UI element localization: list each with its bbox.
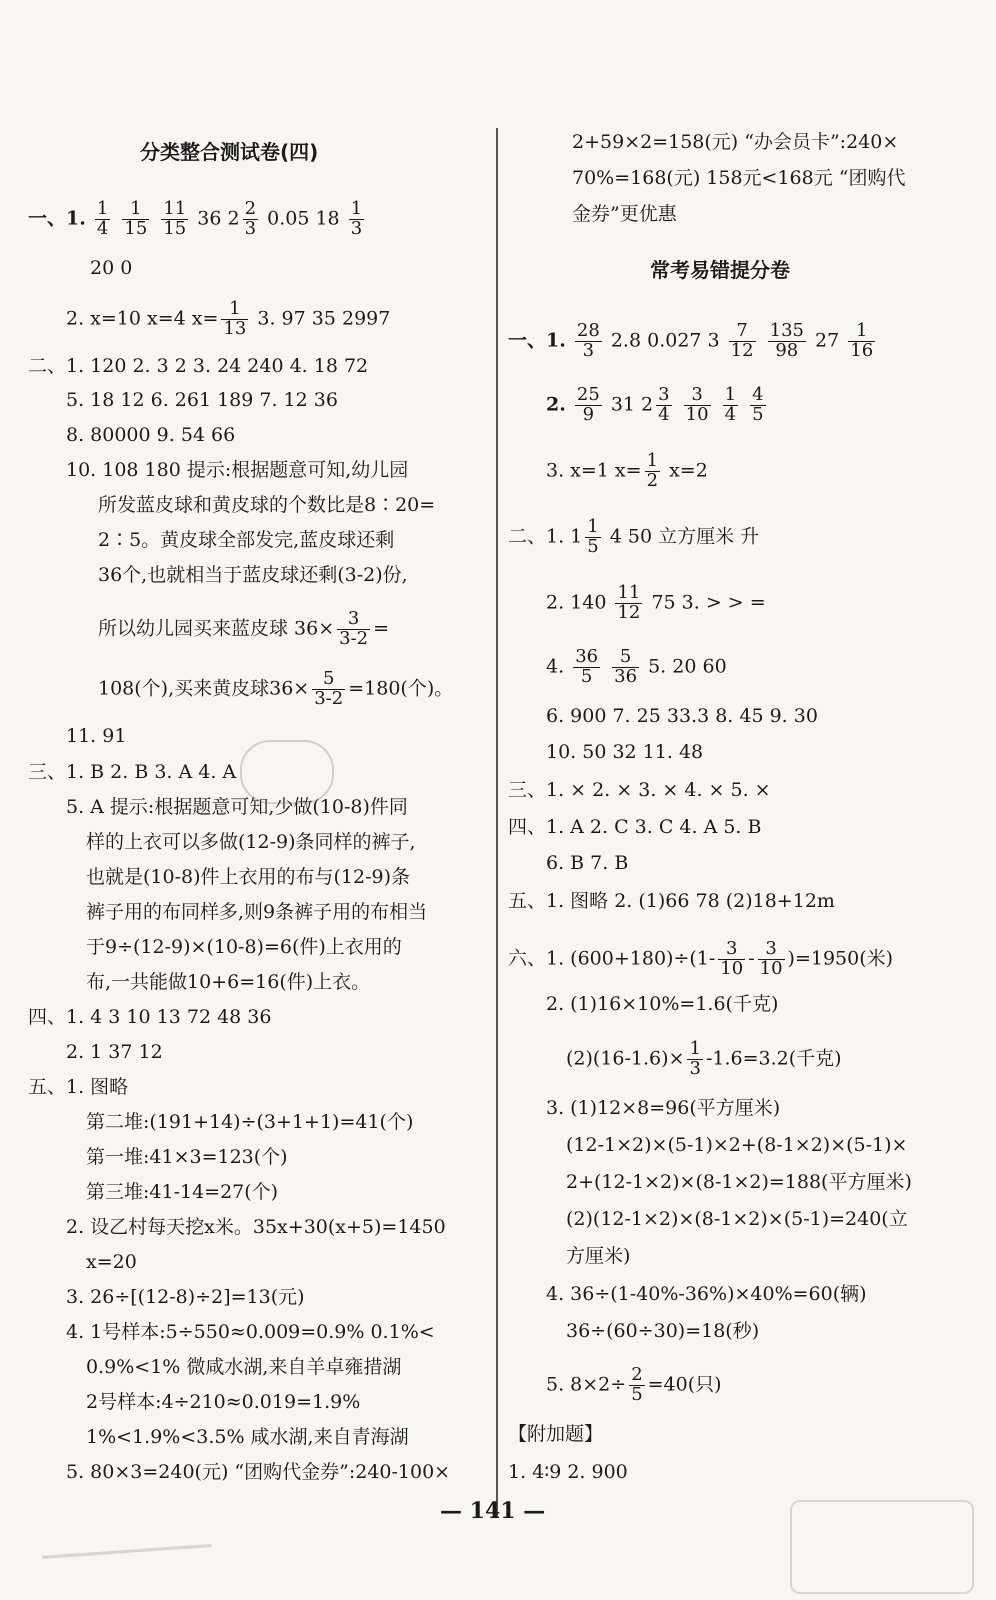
answer-line: 四、1. A 2. C 3. C 4. A 5. B — [508, 816, 762, 838]
answer-line: 6. 900 7. 25 33.3 8. 45 9. 30 — [546, 705, 818, 727]
fraction: $\frac{5}{3-2}$ — [314, 668, 344, 709]
answer-line: 一、1. $\frac{28}{3}$ 2.8 0.027 3 $\frac{7}{12}$ $\frac{135}{98}$ 27 $\frac{1}{16}$ — [508, 320, 874, 361]
answer-line: 二、1. 120 2. 3 2 3. 24 240 4. 18 72 — [28, 355, 369, 377]
answer-line: 五、1. 图略 2. (1)66 78 (2)18+12m — [508, 890, 835, 912]
answer-line: 第一堆:41×3=123(个) — [86, 1146, 288, 1168]
column-divider — [496, 128, 498, 1518]
answer-line: 第三堆:41-14=27(个) — [86, 1181, 279, 1203]
fraction: $\frac{1}{4}$ — [724, 384, 737, 425]
stamp-watermark — [240, 740, 334, 804]
answer-line: 第二堆:(191+14)÷(3+1+1)=41(个) — [86, 1111, 414, 1133]
fraction: $\frac{1}{5}$ — [587, 516, 599, 557]
fraction: $\frac{1}{3}$ — [350, 198, 363, 239]
fraction: $\frac{2}{3}$ — [244, 198, 257, 239]
fraction: $\frac{3}{3-2}$ — [339, 608, 369, 649]
answer-line: 3. 26÷[(12-8)÷2]=13(元) — [66, 1286, 305, 1308]
answer-line: 6. B 7. B — [546, 852, 629, 874]
answer-line: 2. (1)16×10%=1.6(千克) — [546, 993, 779, 1015]
answer-line: 36个,也就相当于蓝皮球还剩(3-2)份, — [98, 564, 408, 586]
fraction: $\frac{1}{3}$ — [689, 1038, 701, 1079]
left-section-title: 分类整合测试卷(四) — [140, 140, 319, 164]
page-number: — 141 — — [440, 1498, 546, 1524]
answer-line: 样的上衣可以多做(12-9)条同样的裤子, — [86, 831, 416, 853]
answer-line: 三、1. B 2. B 3. A 4. A — [28, 761, 237, 783]
answer-line: 2. 设乙村每天挖x米。35x+30(x+5)=1450 — [66, 1216, 446, 1238]
answer-line: 108(个),买来黄皮球36× $\frac{5}{3-2}$ =180(个)。 — [98, 668, 454, 709]
fraction: $\frac{11}{12}$ — [617, 582, 641, 623]
fraction: $\frac{3}{10}$ — [759, 938, 783, 979]
fraction: $\frac{36}{5}$ — [575, 646, 599, 687]
answer-line: 70%=168(元) 158元<168元 “团购代 — [572, 167, 906, 189]
fraction: $\frac{135}{98}$ — [769, 320, 804, 361]
answer-line: 也就是(10-8)件上衣用的布与(12-9)条 — [86, 866, 411, 888]
answer-line: 2. x=10 x=4 x= $\frac{1}{13}$ 3. 97 35 2997 — [66, 298, 391, 339]
answer-line: 0.9%<1% 微咸水湖,来自羊卓雍措湖 — [86, 1356, 402, 1378]
fraction: $\frac{1}{4}$ — [96, 198, 109, 239]
answer-line: 2. $\frac{25}{9}$ 31 2 $\frac{3}{4}$ $\frac{3}{10}$ $\frac{1}{4}$ $\frac{4}{5}$ — [546, 384, 764, 425]
answer-line: 【附加题】 — [508, 1423, 604, 1445]
answer-line: 1. 4∶9 2. 900 — [508, 1461, 628, 1483]
answer-line: 2号样本:4÷210≈0.019=1.9% — [86, 1391, 361, 1413]
answer-line: 2. 1 37 12 — [66, 1041, 163, 1063]
answer-line: 布,一共能做10+6=16(件)上衣。 — [86, 971, 371, 993]
answer-line: 2+59×2=158(元) “办会员卡”:240× — [572, 131, 899, 153]
answer-line: 8. 80000 9. 54 66 — [66, 424, 236, 446]
answer-line: 裤子用的布同样多,则9条裤子用的布相当 — [86, 901, 428, 923]
answer-line: 方厘米) — [566, 1245, 631, 1267]
fraction: $\frac{3}{10}$ — [685, 384, 709, 425]
fraction: $\frac{2}{5}$ — [631, 1364, 643, 1405]
answer-line: 2+(12-1×2)×(8-1×2)=188(平方厘米) — [566, 1171, 912, 1193]
answer-line: 所以幼儿园买来蓝皮球 36× $\frac{3}{3-2}$ = — [98, 608, 390, 649]
answer-line: (2)(16-1.6)× $\frac{1}{3}$ -1.6=3.2(千克) — [566, 1038, 842, 1079]
fraction: $\frac{1}{2}$ — [646, 450, 659, 491]
fraction: $\frac{7}{12}$ — [730, 320, 754, 361]
answer-line: 四、1. 4 3 10 13 72 48 36 — [28, 1006, 272, 1028]
answer-line: 5. 18 12 6. 261 189 7. 12 36 — [66, 389, 338, 411]
fraction: $\frac{5}{36}$ — [614, 646, 638, 687]
answer-line: x=20 — [86, 1251, 137, 1273]
answer-line: 20 0 — [90, 257, 133, 279]
fraction: $\frac{1}{13}$ — [223, 298, 247, 339]
answer-line: 10. 50 32 11. 48 — [546, 741, 704, 763]
answer-line: 1%<1.9%<3.5% 咸水湖,来自青海湖 — [86, 1426, 409, 1448]
answer-line: 五、1. 图略 — [28, 1076, 129, 1098]
answer-line: 4. 36÷(1-40%-36%)×40%=60(辆) — [546, 1283, 867, 1305]
answer-line: 3. x=1 x= $\frac{1}{2}$ x=2 — [546, 450, 708, 491]
watermark-logo-left — [38, 1494, 211, 1559]
answer-line: 4. 1号样本:5÷550≈0.009=0.9% 0.1%< — [66, 1321, 435, 1343]
answer-line: 5. 8×2÷ $\frac{2}{5}$ =40(只) — [546, 1364, 722, 1405]
answer-line: 三、1. × 2. × 3. × 4. × 5. × — [508, 779, 771, 801]
answer-line: 11. 91 — [66, 725, 127, 747]
answer-line: 3. (1)12×8=96(平方厘米) — [546, 1097, 781, 1119]
answer-line: 10. 108 180 提示:根据题意可知,幼儿园 — [66, 459, 409, 481]
answer-line: 5. A 提示:根据题意可知,少做(10-8)件同 — [66, 796, 408, 818]
fraction: $\frac{4}{5}$ — [752, 384, 764, 425]
answer-line: 所发蓝皮球和黄皮球的个数比是8∶20= — [98, 494, 436, 516]
answer-line: 一、1. $\frac{1}{4}$ $\frac{1}{15}$ $\frac{11}{15}$ 36 2 $\frac{2}{3}$ 0.05 18 $\frac{1}{3}$ — [28, 198, 363, 239]
fraction: $\frac{25}{9}$ — [576, 384, 600, 425]
fraction: $\frac{11}{15}$ — [163, 198, 187, 239]
right-section-title: 常考易错提分卷 — [650, 258, 790, 282]
answer-line: 于9÷(12-9)×(10-8)=6(件)上衣用的 — [86, 936, 402, 958]
answer-line: (2)(12-1×2)×(8-1×2)×(5-1)=240(立 — [566, 1208, 908, 1230]
fraction: $\frac{28}{3}$ — [576, 320, 600, 361]
answer-line: 二、1. 1 $\frac{1}{5}$ 4 50 立方厘米 升 — [508, 516, 760, 557]
fraction: $\frac{3}{4}$ — [658, 384, 670, 425]
answer-line: 2. 140 $\frac{11}{12}$ 75 3. > > = — [546, 582, 766, 623]
answer-line: 六、1. (600+180)÷(1- $\frac{3}{10}$ - $\frac{3}{10}$ )=1950(米) — [508, 938, 894, 979]
answer-line: 4. $\frac{36}{5}$ $\frac{5}{36}$ 5. 20 60 — [546, 646, 727, 687]
answer-line: 2∶5。黄皮球全部发完,蓝皮球还剩 — [98, 529, 395, 551]
answer-line: 金券”更优惠 — [572, 203, 677, 225]
fraction: $\frac{1}{15}$ — [124, 198, 148, 239]
watermark-logo-right — [790, 1500, 974, 1594]
answer-line: 5. 80×3=240(元) “团购代金券”:240-100× — [66, 1461, 451, 1483]
answer-line: 36÷(60÷30)=18(秒) — [566, 1320, 760, 1342]
fraction: $\frac{3}{10}$ — [720, 938, 744, 979]
fraction: $\frac{1}{16}$ — [850, 320, 874, 361]
answer-line: (12-1×2)×(5-1)×2+(8-1×2)×(5-1)× — [566, 1134, 908, 1156]
